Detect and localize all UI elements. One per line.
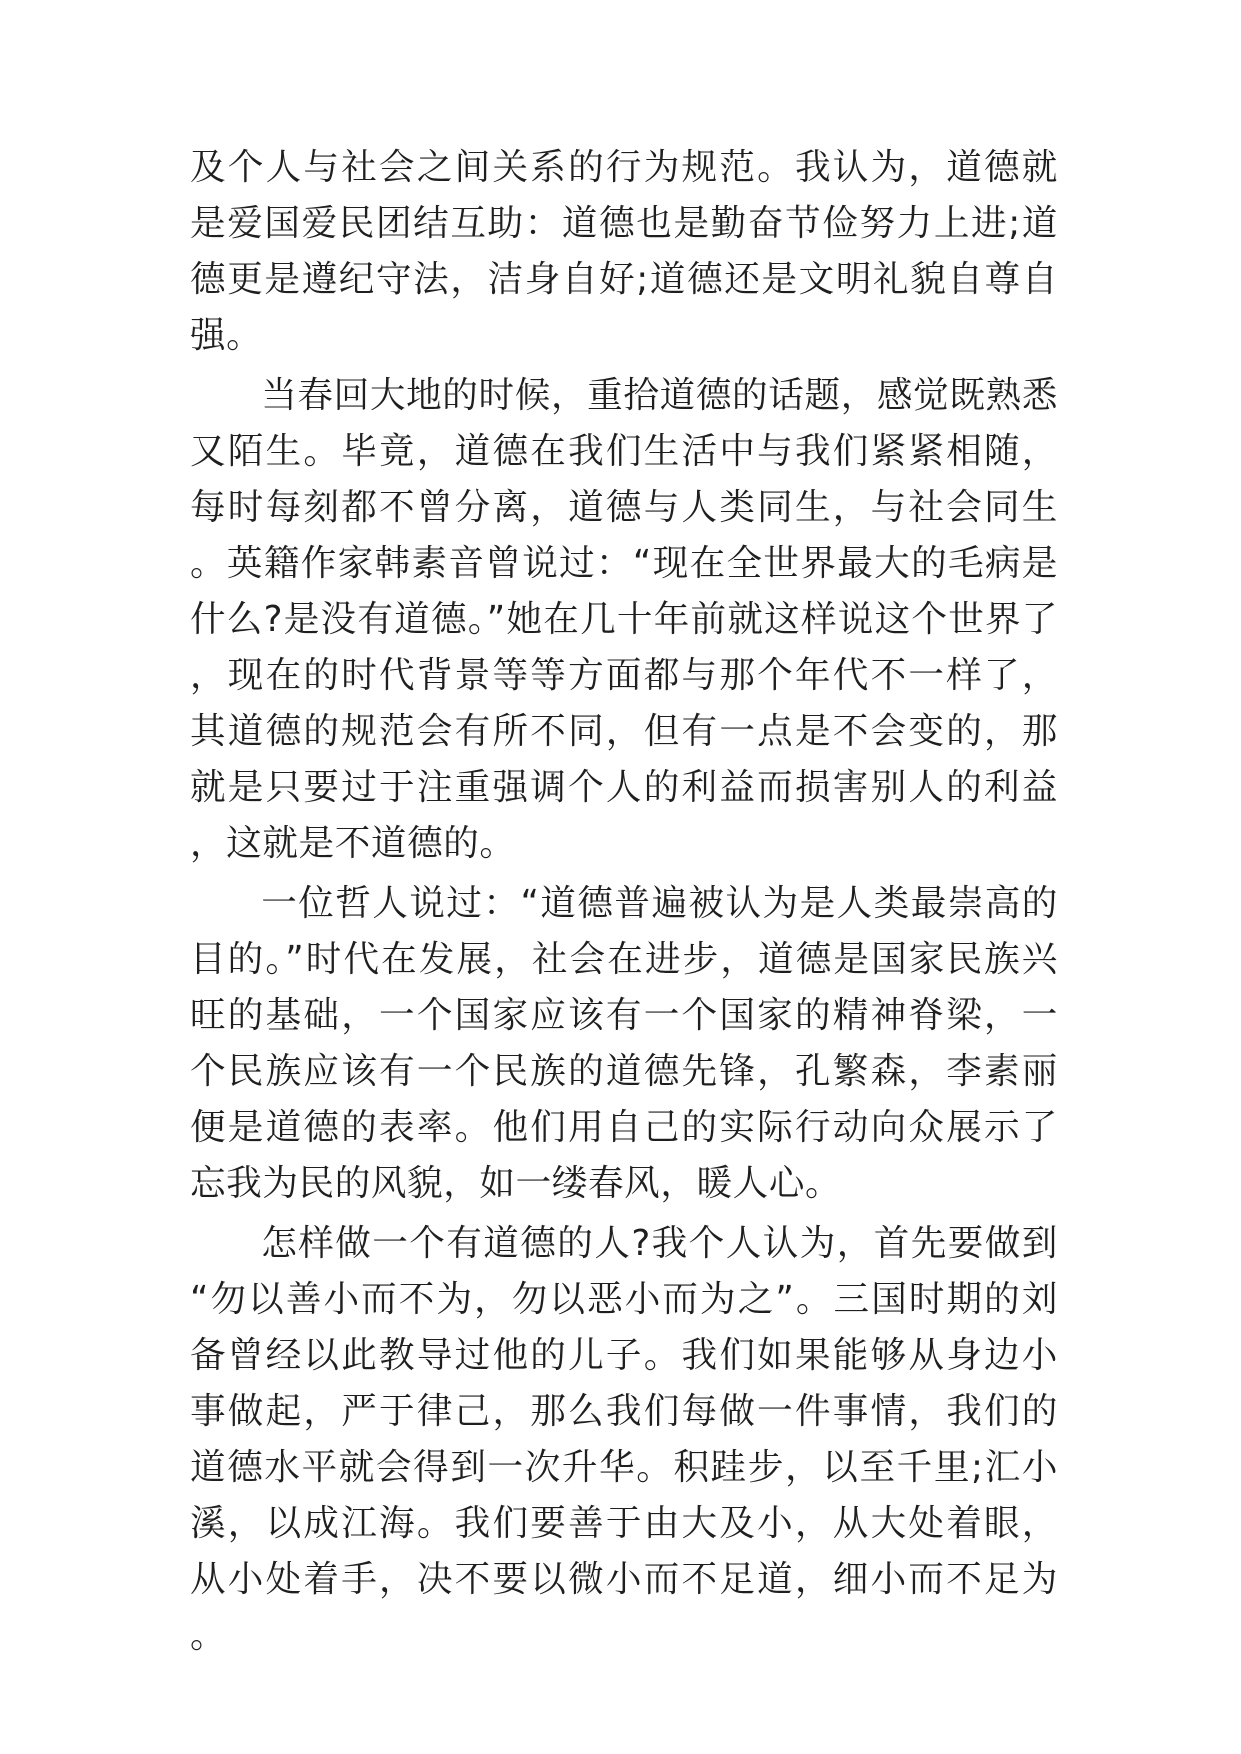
paragraph-2: 当春回大地的时候，重拾道德的话题，感觉既熟悉又陌生。毕竟，道德在我们生活中与我们紧紧相随，每时每刻都不曾分离，道德与人类同生，与社会同生。英籍作家韩素音曾说过：“现在全世界最大的毛病是什么?是没有道德。”她在几十年前就这样说这个世界了，现在的时代背景等等方面都与那个年代不一样了，其道德的规范会有所不同，但有一点是不会变的，那就是只要过于注重强调个人的利益而损害别人的利益，这就是不道德的。 bbox=[190, 375, 1058, 864]
paragraph-4: 怎样做一个有道德的人?我个人认为，首先要做到“勿以善小而不为，勿以恶小而为之”。三国时期的刘备曾经以此教导过他的儿子。我们如果能够从身边小事做起，严于律己，那么我们每做一件事情，我们的道德水平就会得到一次升华。积跬步，以至千里;汇小溪，以成江海。我们要善于由大及小，从大处着眼，从小处着手，决不要以微小而不足道，细小而不足为。 bbox=[190, 1223, 1058, 1656]
paragraph-3: 一位哲人说过：“道德普遍被认为是人类最崇高的目的。”时代在发展，社会在进步，道德是国家民族兴旺的基础，一个国家应该有一个国家的精神脊梁，一个民族应该有一个民族的道德先锋，孔繁森，李素丽便是道德的表率。他们用自己的实际行动向众展示了忘我为民的风貌，如一缕春风，暖人心。 bbox=[190, 883, 1058, 1204]
paragraph-1: 及个人与社会之间关系的行为规范。我认为，道德就是爱国爱民团结互助：道德也是勤奋节俭努力上进;道德更是遵纪守法，洁身自好;道德还是文明礼貌自尊自强。 bbox=[190, 147, 1058, 356]
document-body bbox=[190, 140, 1058, 1668]
